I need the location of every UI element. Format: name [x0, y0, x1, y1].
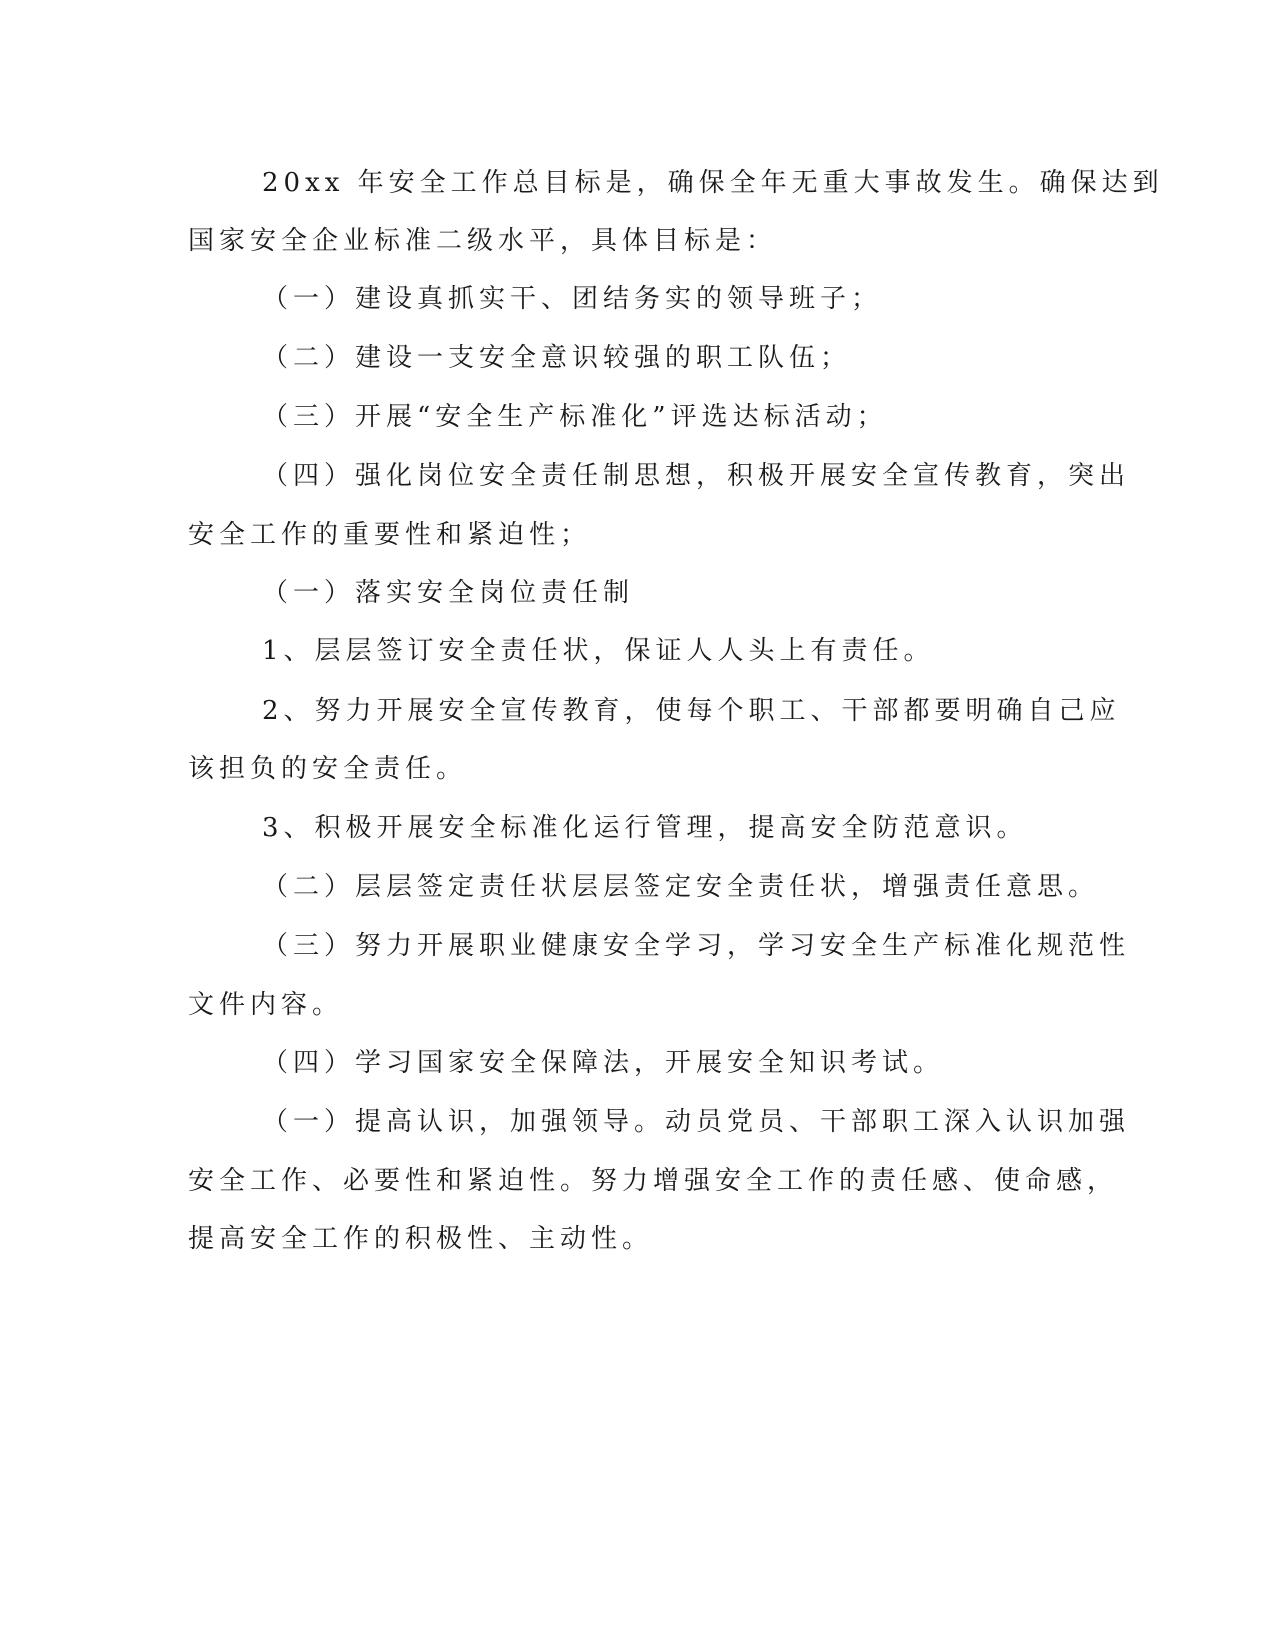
list-item: （三）开展“安全生产标准化”评选达标活动；	[262, 402, 888, 432]
paragraph-line: 该担负的安全责任。	[188, 754, 468, 784]
section-heading: （一）提高认识，加强领导。动员党员、干部职工深入认识加强	[262, 1107, 1131, 1137]
paragraph-line: 20xx 年安全工作总目标是，确保全年无重大事故发生。确保达到	[262, 168, 1164, 198]
list-item: （一）建设真抓实干、团结务实的领导班子；	[262, 284, 883, 314]
list-item: （二）建设一支安全意识较强的职工队伍；	[262, 343, 852, 373]
list-item: 2、努力开展安全宣传教育，使每个职工、干部都要明确自己应	[262, 696, 1121, 726]
paragraph-line: 安全工作的重要性和紧迫性；	[188, 520, 592, 550]
list-item: （四）强化岗位安全责任制思想，积极开展安全宣传教育，突出	[262, 461, 1131, 491]
paragraph-line: 安全工作、必要性和紧迫性。努力增强安全工作的责任感、使命感，	[188, 1166, 1119, 1196]
list-item: 1、层层签订安全责任状，保证人人头上有责任。	[262, 636, 935, 666]
paragraph-line: 文件内容。	[188, 990, 344, 1020]
list-item: 3、积极开展安全标准化运行管理，提高安全防范意识。	[262, 813, 1028, 843]
paragraph-line: 提高安全工作的积极性、主动性。	[188, 1224, 654, 1254]
section-heading: （三）努力开展职业健康安全学习，学习安全生产标准化规范性	[262, 931, 1131, 961]
section-heading: （一）落实安全岗位责任制	[262, 578, 635, 608]
section-heading: （二）层层签定责任状层层签定安全责任状，增强责任意思。	[262, 872, 1100, 902]
paragraph-line: 国家安全企业标准二级水平，具体目标是：	[188, 226, 778, 256]
section-heading: （四）学习国家安全保障法，开展安全知识考试。	[262, 1048, 945, 1078]
